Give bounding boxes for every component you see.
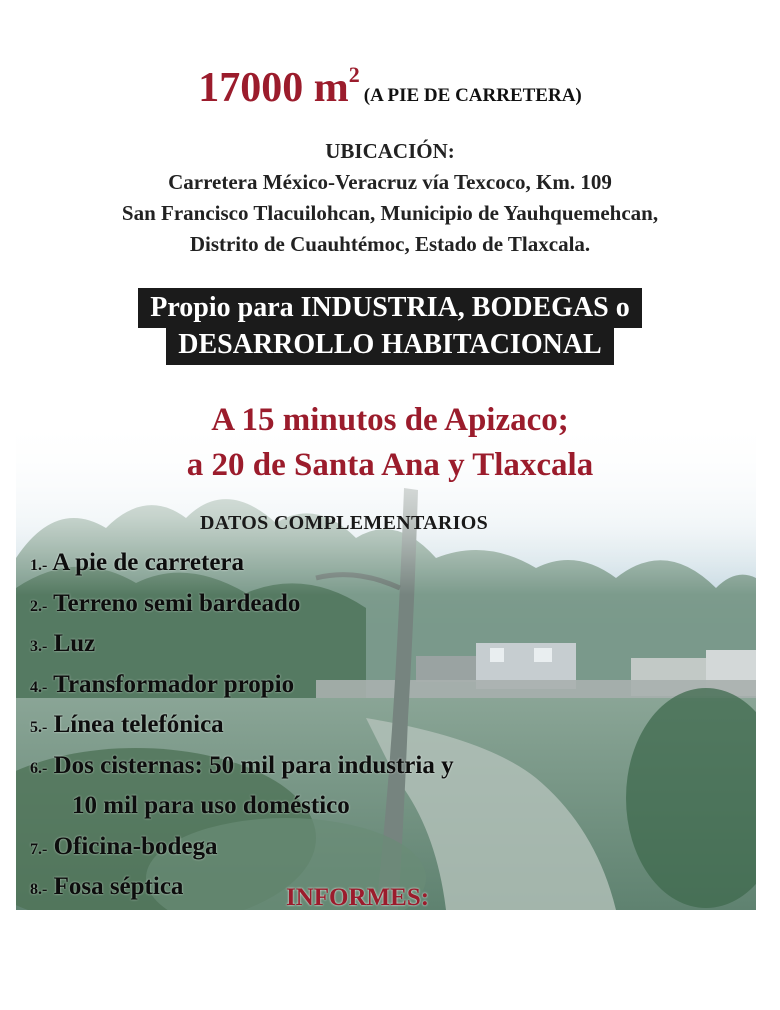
list-item: 1.- A pie de carretera [30,549,245,576]
area-headline [0,64,780,112]
details-list [30,544,454,909]
list-item: 7.- Oficina-bodega [30,832,218,860]
list-item: 6.- Dos cisternas: 50 mil para industria y [30,751,454,779]
usage-banner-text: DESARROLLO HABITACIONAL [166,325,613,365]
location-block [0,136,780,260]
location-line: Distrito de Cuauhtémoc, Estado de Tlaxcala. [189,232,591,256]
list-item: 5.- Línea telefónica [30,711,224,738]
location-heading: UBICACIÓN: [325,139,455,163]
distance-block [0,398,780,488]
location-line: San Francisco Tlacuilohcan, Municipio de Yauhquemehcan, [121,201,659,225]
list-item: 3.- Luz [30,630,96,657]
details-title: DATOS COMPLEMENTARIOS [200,512,488,534]
list-item-continuation: 10 mil para uso doméstico [72,792,350,819]
area-value: 17000 $m^2$ [198,62,360,111]
distance-line: a 20 de Santa Ana y Tlaxcala [186,447,594,483]
usage-banner-text: Propio para INDUSTRIA, BODEGAS o [138,288,641,328]
area-note: (A PIE DE CARRETERA) [363,85,582,106]
distance-line: A 15 minutos de Apizaco; [211,402,569,438]
area-superscript: 2 [348,62,360,87]
location-line: Carretera México-Veracruz vía Texcoco, Km. 109 [168,170,612,194]
usage-banner-line-2 [0,325,780,365]
list-item: 2.- Terreno semi bardeado [30,589,301,617]
list-item: 4.- Transformador propio [30,670,295,698]
list-item: 8.- Fosa séptica [30,873,184,900]
informes-label: INFORMES: [286,884,430,911]
usage-banner-line-1 [0,288,780,328]
